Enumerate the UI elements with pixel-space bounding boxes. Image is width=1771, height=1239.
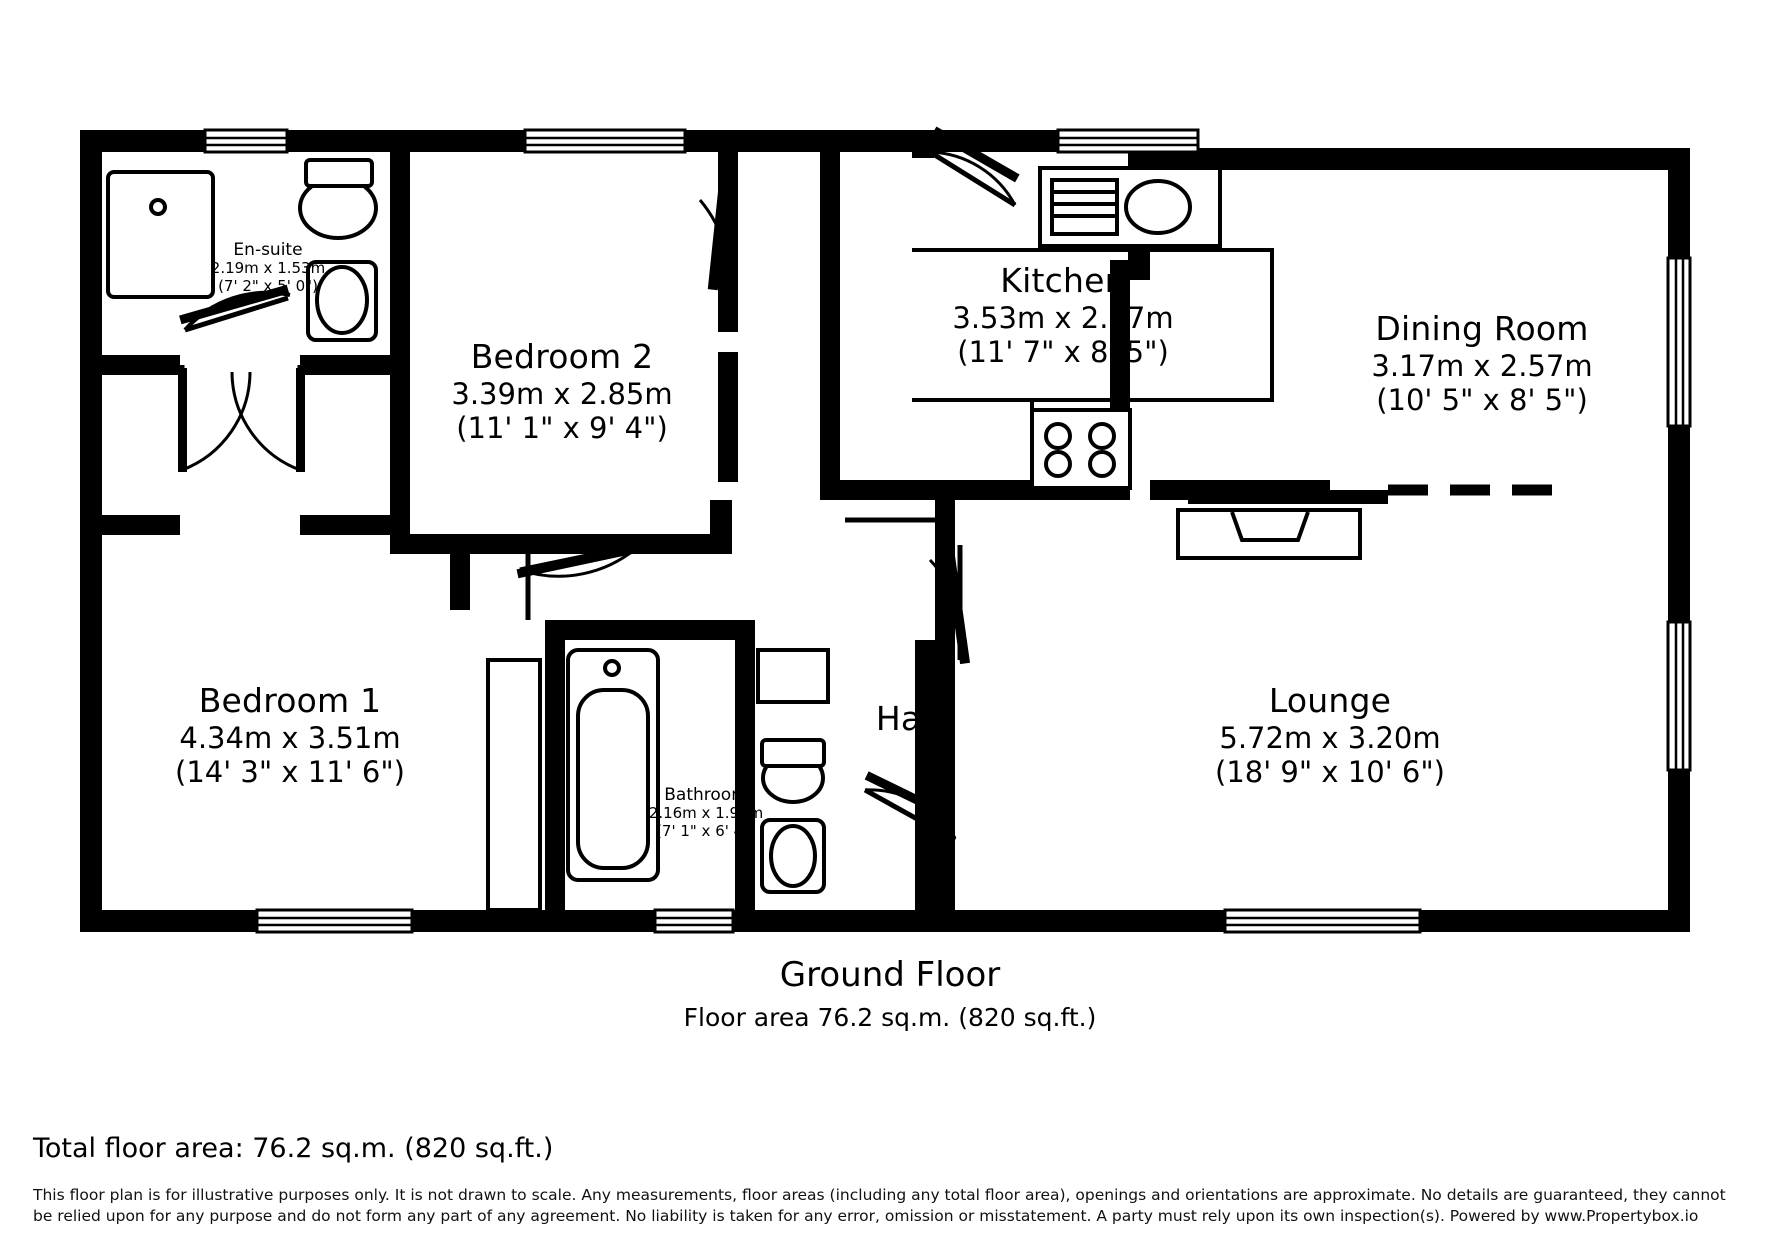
room-dim-imperial-kitchen: (11' 7" x 8' 5")	[957, 335, 1169, 370]
wall-details	[1188, 490, 1388, 504]
room-label-en-suite	[211, 240, 325, 295]
room-dim-metric-dining-room: 3.17m x 2.57m	[1371, 348, 1593, 383]
room-dim-metric-en-suite: 2.19m x 1.53m	[210, 259, 326, 278]
room-dim-imperial-dining-room: (10' 5" x 8' 5")	[1376, 383, 1588, 418]
room-label-bedroom-2	[451, 338, 672, 445]
room-dim-metric-kitchen: 3.53m x 2.57m	[952, 300, 1174, 335]
room-label-hall	[876, 700, 940, 739]
room-name-bedroom-1: Bedroom 1	[198, 681, 382, 720]
bathroom-fixtures	[568, 650, 828, 892]
room-dim-imperial-bedroom-2: (11' 1" x 9' 4")	[456, 411, 668, 446]
room-name-hall: Hall	[875, 699, 941, 738]
total-floor-area: Total floor area: 76.2 sq.m. (820 sq.ft.)	[33, 1133, 554, 1164]
bedroom1-wardrobe	[488, 660, 540, 910]
room-dim-metric-bedroom-1: 4.34m x 3.51m	[179, 720, 401, 755]
lounge-fireplace	[1178, 510, 1360, 558]
room-dim-imperial-lounge: (18' 9" x 10' 6")	[1215, 755, 1445, 790]
room-label-bedroom-1	[175, 682, 405, 789]
room-dim-imperial-bathroom: (7' 1" x 6' 4")	[656, 821, 756, 840]
room-name-dining-room: Dining Room	[1375, 309, 1589, 348]
room-dim-metric-bedroom-2: 3.39m x 2.85m	[451, 376, 673, 411]
room-label-lounge	[1215, 682, 1445, 789]
floor-title: Ground Floor	[779, 955, 1001, 995]
room-dim-metric-lounge: 5.72m x 3.20m	[1219, 720, 1441, 755]
room-name-bathroom: Bathroom	[664, 785, 748, 805]
room-name-lounge: Lounge	[1268, 681, 1392, 720]
room-name-bedroom-2: Bedroom 2	[470, 337, 654, 376]
room-name-en-suite: En-suite	[233, 240, 303, 260]
room-dim-metric-bathroom: 2.16m x 1.93m	[648, 804, 764, 823]
floor-area-text: Floor area 76.2 sq.m. (820 sq.ft.)	[683, 1003, 1097, 1033]
floor-title-block	[684, 955, 1097, 1033]
room-label-bathroom	[649, 785, 763, 840]
room-dim-imperial-bedroom-1: (14' 3" x 11' 6")	[175, 755, 405, 790]
room-name-kitchen: Kitchen	[1000, 261, 1126, 300]
disclaimer-text: This floor plan is for illustrative purposes only. It is not drawn to scale. Any measurements, floor areas (including any total floor area), openings and orientations are approximate. No details are guaranteed, they cannot be relied upon for any purpose and do not form any part of any agreement. No liability is taken for any error, omission or misstatement. A party must rely upon its own inspection(s). Powered by www.Propertybox.io	[33, 1186, 1726, 1225]
room-dim-imperial-en-suite: (7' 2" x 5' 0")	[218, 276, 318, 295]
room-label-kitchen	[952, 262, 1173, 369]
room-label-dining-room	[1371, 310, 1592, 417]
